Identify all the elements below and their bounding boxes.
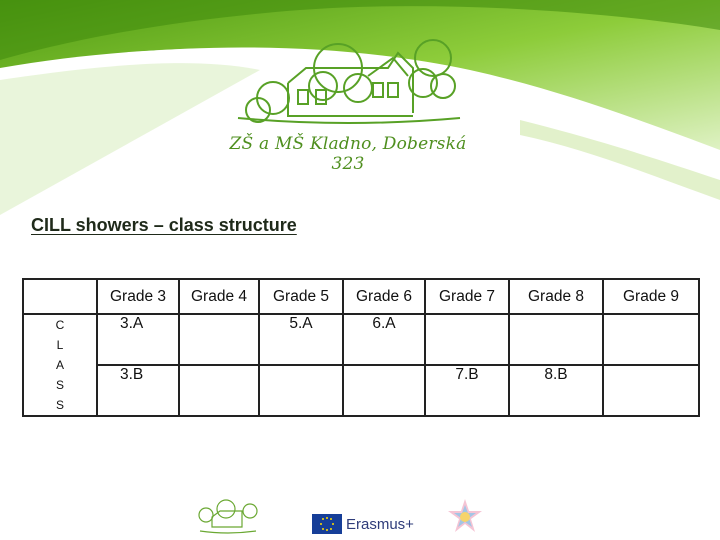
class-cell xyxy=(179,314,259,365)
erasmus-label: Erasmus+ xyxy=(346,515,414,533)
class-structure-table xyxy=(22,278,700,417)
class-cell xyxy=(425,314,509,365)
table-row xyxy=(23,314,699,365)
table-corner-cell xyxy=(23,279,97,314)
header-row xyxy=(23,279,699,314)
class-cell xyxy=(343,365,425,416)
class-cell: 3.A xyxy=(97,314,179,365)
slide-title: CILL showers – class structure xyxy=(31,215,297,235)
class-cell: 6.A xyxy=(343,314,425,365)
class-cell xyxy=(603,365,699,416)
class-cell: 3.B xyxy=(97,365,179,416)
grade-header: Grade 3 xyxy=(97,279,179,314)
class-side-label xyxy=(23,314,97,416)
class-letter: S xyxy=(55,378,64,392)
grade-header: Grade 4 xyxy=(179,279,259,314)
class-letter: L xyxy=(56,338,64,352)
grade-header: Grade 8 xyxy=(509,279,603,314)
class-letter: C xyxy=(55,318,65,332)
class-cell xyxy=(603,314,699,365)
grade-header: Grade 5 xyxy=(259,279,343,314)
grade-header: Grade 6 xyxy=(343,279,425,314)
grade-header: Grade 7 xyxy=(425,279,509,314)
class-cell: 7.B xyxy=(425,365,509,416)
class-cell xyxy=(179,365,259,416)
eu-flag-icon xyxy=(312,514,342,534)
class-letter: A xyxy=(55,358,64,372)
class-cell xyxy=(509,314,603,365)
grade-header: Grade 9 xyxy=(603,279,699,314)
table-row xyxy=(23,365,699,416)
project-star-logo xyxy=(445,497,485,537)
erasmus-logo xyxy=(312,512,414,536)
school-logo-small xyxy=(196,497,260,539)
class-cell: 8.B xyxy=(509,365,603,416)
logo-caption: ZŠ a MŠ Kladno, Doberská 323 xyxy=(229,134,467,174)
class-letter: S xyxy=(55,398,64,412)
class-cell xyxy=(259,365,343,416)
class-cell: 5.A xyxy=(259,314,343,365)
